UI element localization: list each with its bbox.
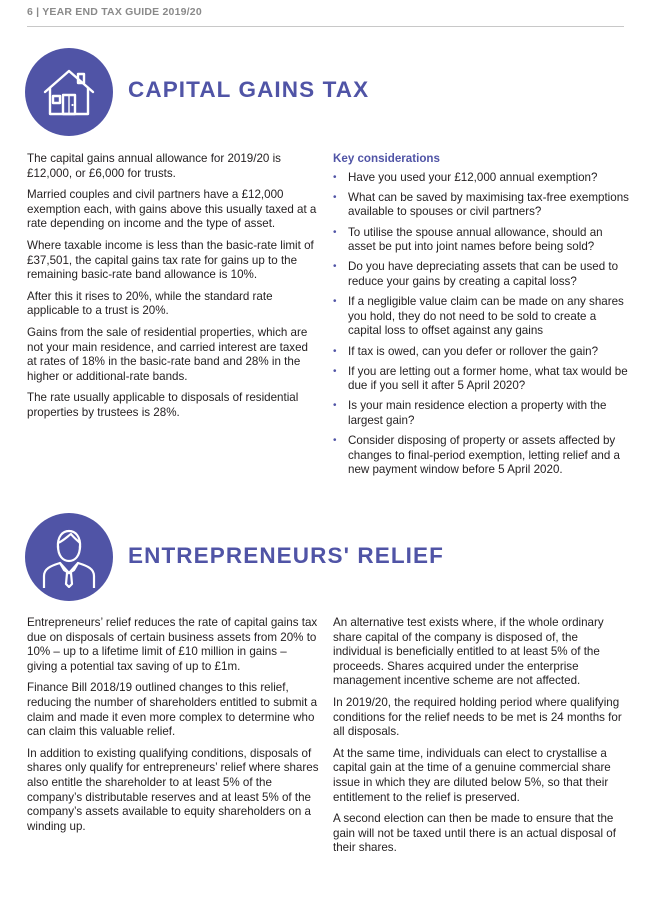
page-header: 6 | YEAR END TAX GUIDE 2019/20 bbox=[27, 6, 202, 18]
list-item: • If a negligible value claim can be made on any shares you hold, they do not need to be sold to create a capital loss to offset against any gains bbox=[333, 295, 629, 339]
list-item: • Is your main residence election a property with the largest gain? bbox=[333, 399, 629, 428]
paragraph: At the same time, individuals can elect to crystallise a capital gain at the time of a genuine commercial share issue in which they are diluted below 5%, so that their entitlement to the relief is preserved. bbox=[333, 746, 611, 804]
list-item: • If you are letting out a former home, what tax would be due if you sell it after 5 April 2020? bbox=[333, 365, 629, 394]
paragraph: Married couples and civil partners have a £12,000 exemption each, with gains above this usually taxed at a rate depending on income and the type of asset. bbox=[27, 188, 317, 231]
paragraph: Where taxable income is less than the basic-rate limit of £37,501, the capital gains tax rate for gains up to the remaining basic-rate band allowance is 10%. bbox=[27, 238, 314, 282]
paragraph: A second election can then be made to ensure that the gain will not be taxed until there is an actual disposal of their shares. bbox=[333, 812, 616, 855]
paragraph: Finance Bill 2018/19 outlined changes to this relief, reducing the number of shareholders entitled to submit a claim and made it even more complex to determine who can claim this valuable relief. bbox=[27, 681, 318, 739]
house-icon bbox=[25, 48, 113, 136]
paragraph: Gains from the sale of residential properties, which are not your main residence, and carried interest are taxed at rates of 18% in the basic-rate band and 28% in the higher or additional-rate bands. bbox=[27, 325, 308, 383]
header-divider bbox=[27, 26, 624, 27]
list-item: • Consider disposing of property or assets affected by changes to final-period exemption, letting relief and a new payment window before 5 April 2020. bbox=[333, 434, 629, 478]
section-title-entrepreneurs-relief: ENTREPRENEURS' RELIEF bbox=[128, 543, 444, 568]
key-considerations bbox=[333, 152, 629, 484]
list-item: • Do you have depreciating assets that can be used to reduce your gains by creating a capital loss? bbox=[333, 260, 629, 289]
paragraph: The capital gains annual allowance for 2019/20 is £12,000, or £6,000 for trusts. bbox=[27, 152, 281, 180]
paragraph: An alternative test exists where, if the whole ordinary share capital of the company is disposed of, the individual is beneficially entitled to at least 5% of the proceeds. Shares acquired under the enterprise management incentive scheme are not affected. bbox=[333, 616, 604, 688]
paragraph: Entrepreneurs’ relief reduces the rate of capital gains tax due on disposals of certain business assets from 20% to 10% – up to a lifetime limit of £10 million in gains – giving a potential tax saving of up to £1m. bbox=[27, 616, 318, 673]
businessman-icon bbox=[25, 513, 113, 601]
paragraph: In addition to existing qualifying conditions, disposals of shares only qualify for entrepreneurs’ relief where shares also entitle the shareholder to at least 5% of the company’s distributable reserves and at least 5% of the company’s assets available to equity shareholders on a winding up. bbox=[27, 746, 319, 833]
section-title-capital-gains: CAPITAL GAINS TAX bbox=[128, 77, 370, 102]
cgt-body-left bbox=[27, 152, 317, 428]
key-considerations-title: Key considerations bbox=[333, 152, 440, 165]
list-item: • To utilise the spouse annual allowance, should an asset be put into joint names before being sold? bbox=[333, 226, 629, 255]
key-considerations-list bbox=[333, 171, 629, 478]
er-body-right bbox=[333, 616, 623, 863]
paragraph: After this it rises to 20%, while the standard rate applicable to a trust is 20%. bbox=[27, 289, 273, 318]
list-item: • What can be saved by maximising tax-free exemptions available to spouses or civil partners? bbox=[333, 191, 629, 220]
paragraph: In 2019/20, the required holding period where qualifying conditions for the relief needs to be met is 24 months for all disposals. bbox=[333, 695, 622, 739]
er-body-left bbox=[27, 616, 319, 841]
list-item: • If tax is owed, can you defer or rollover the gain? bbox=[333, 345, 629, 360]
paragraph: The rate usually applicable to disposals of residential properties by trustees is 28%. bbox=[27, 391, 299, 419]
list-item: • Have you used your £12,000 annual exemption? bbox=[333, 171, 629, 186]
